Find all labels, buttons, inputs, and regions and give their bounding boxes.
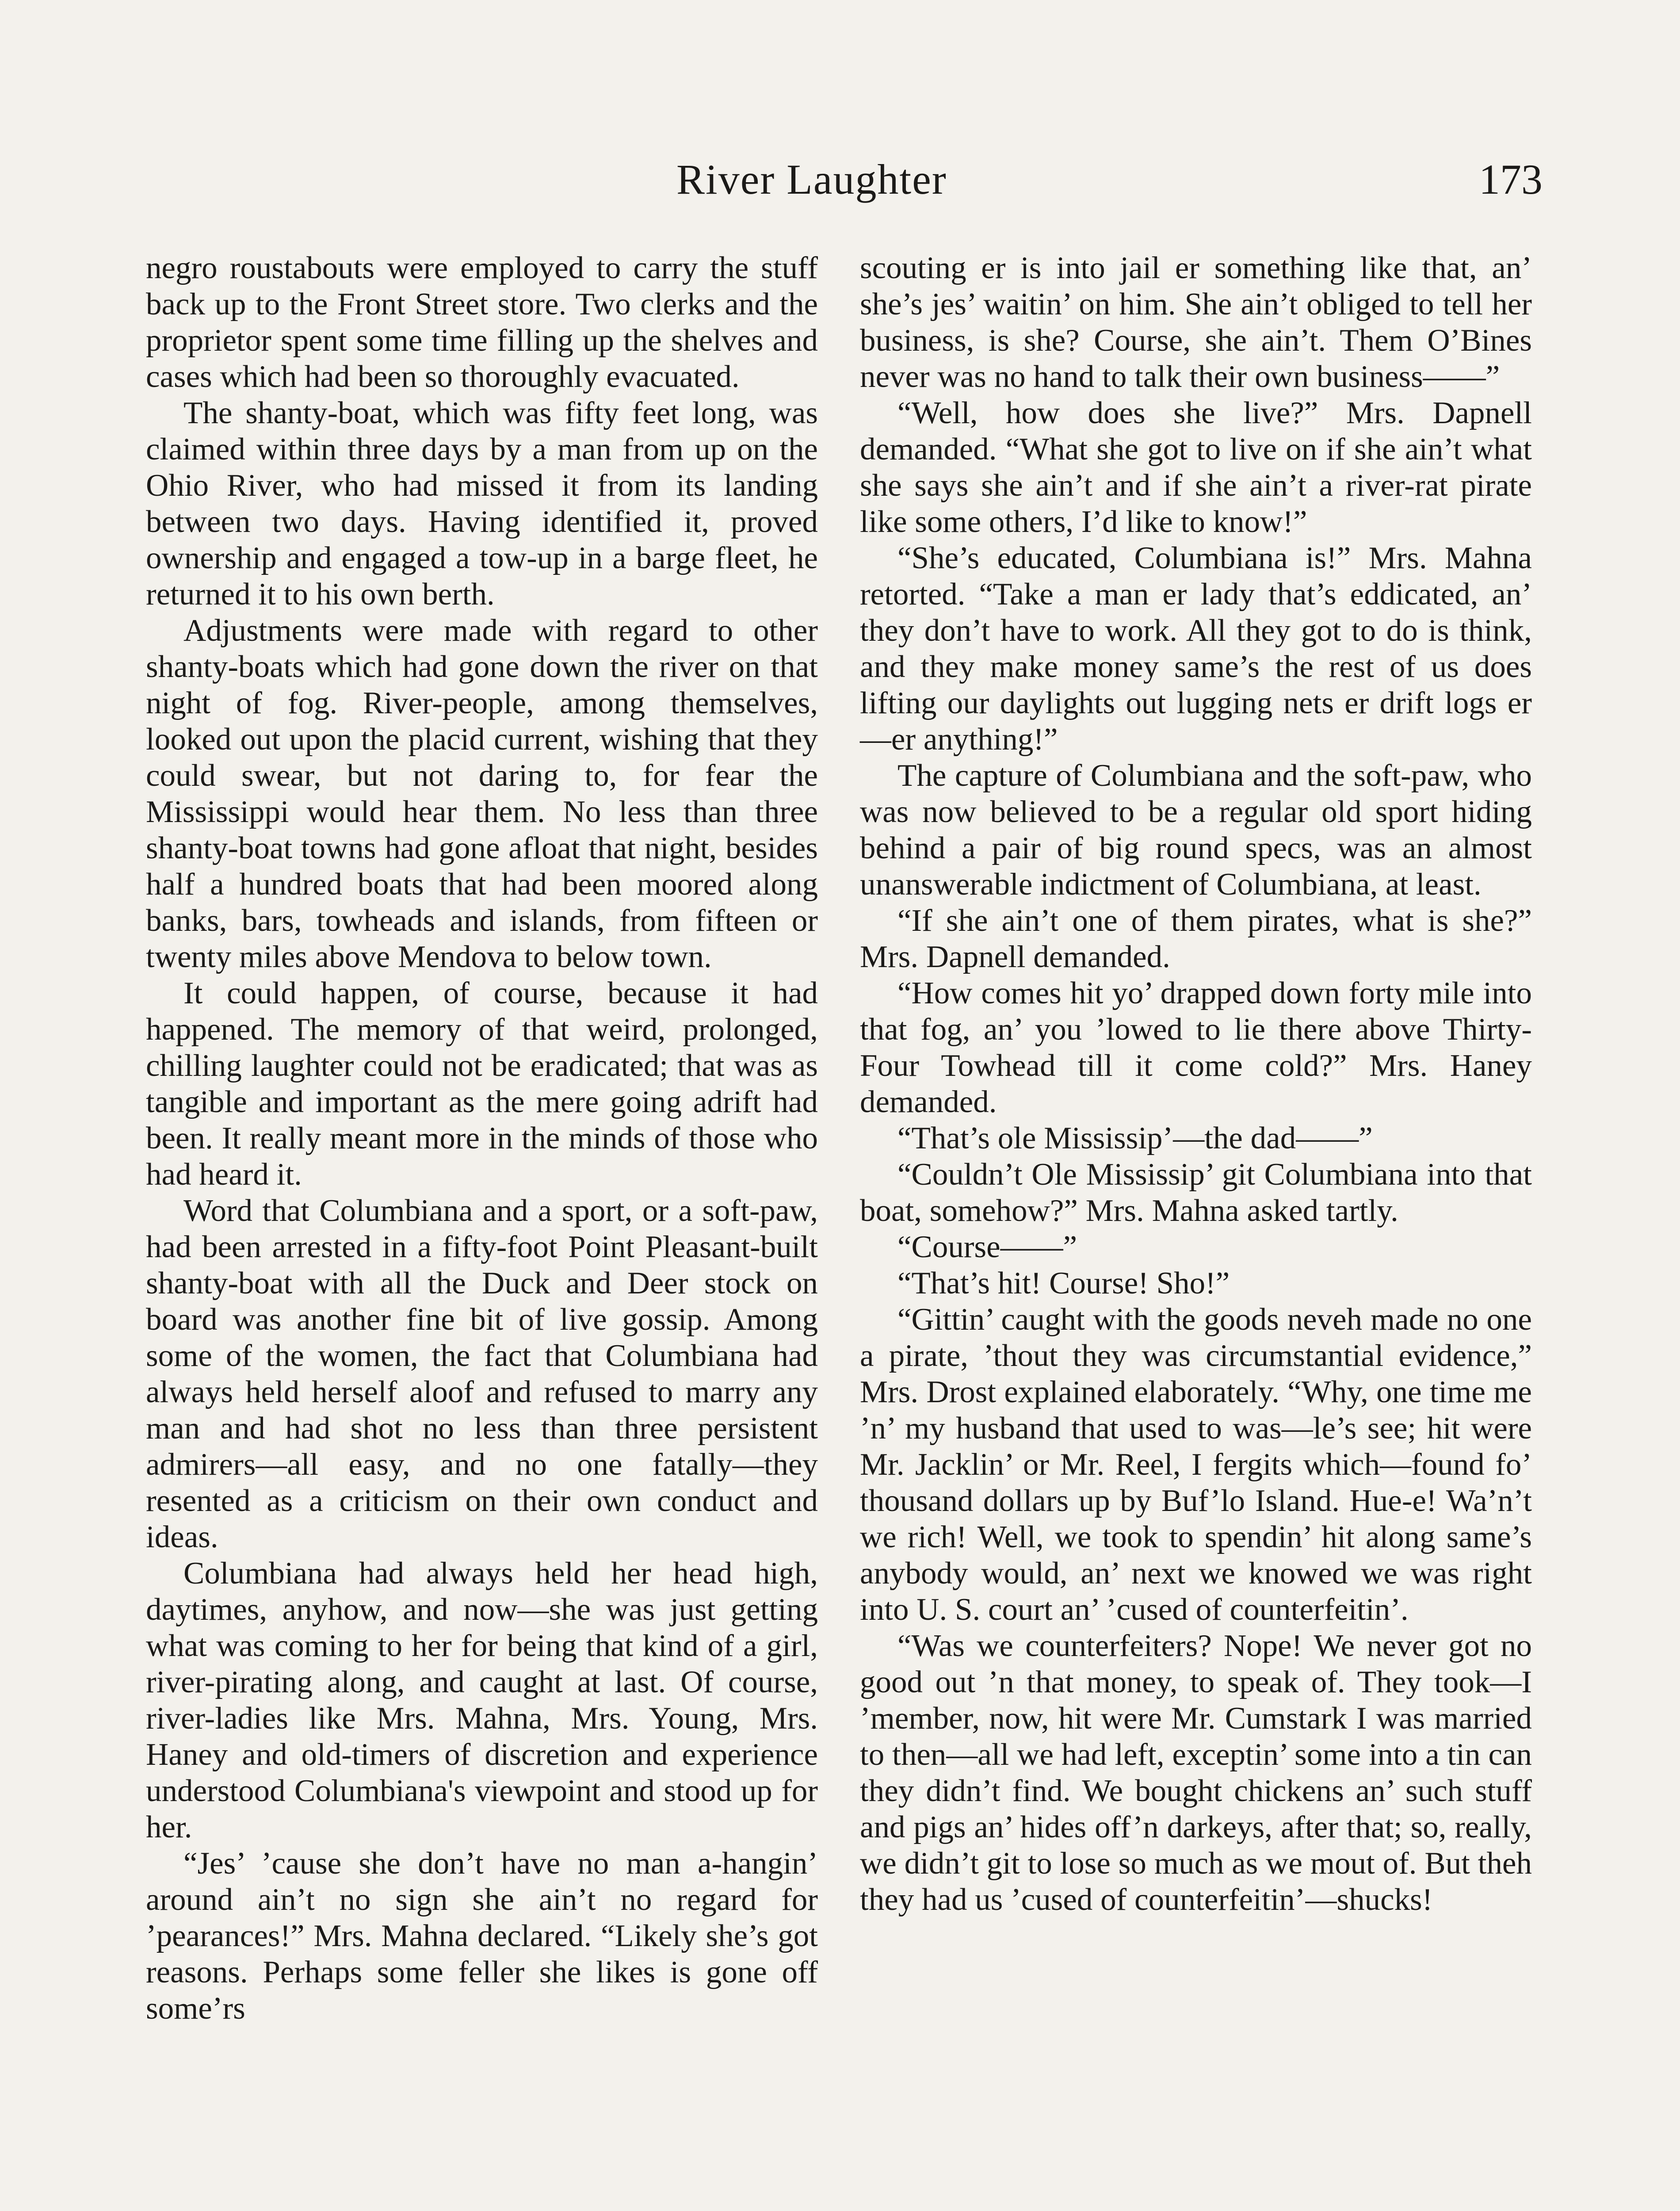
paragraph: “How comes hit yo’ drapped down forty mile into that fog, an’ you ’lowed to lie there above Thirty-Four Towhead till it come cold?” Mrs. Haney demanded. (860, 976, 1532, 1119)
page-title: River Laughter (676, 156, 947, 203)
paragraph: “That’s hit! Course! Sho!” (897, 1266, 1230, 1301)
page-number: 173 (1479, 156, 1543, 203)
paragraph: “Well, how does she live?” Mrs. Dapnell demanded. “What she got to live on if she ain’t what she says she ain’t and if she ain’t a river-rat pirate like some others, I’d like to know!” (860, 396, 1532, 539)
running-head (0, 155, 1680, 208)
paragraph: negro roustabouts were employed to carry the stuff back up to the Front Street store. Two clerks and the proprietor spent some time filling up the shelves and cases which had been so thoroughly evacuated. (146, 251, 818, 394)
paragraph: scouting er is into jail er something like that, an’ she’s jes’ waitin’ on him. She ain’t obliged to tell her business, is she? Course, she ain’t. Them O’Bines never was no hand to talk their own business——” (860, 251, 1532, 394)
paragraph: “She’s educated, Columbiana is!” Mrs. Mahna retorted. “Take a man er lady that’s eddicated, an’ they don’t have to work. All they got to do is think, and they make money same’s the rest of us does lifting our daylights out lugging nets er drift logs er—er anything!” (860, 541, 1532, 757)
paragraph: “If she ain’t one of them pirates, what is she?” Mrs. Dapnell demanded. (860, 903, 1532, 974)
right-column (860, 250, 1532, 1918)
paragraph: “Was we counterfeiters? Nope! We never got no good out ’n that money, to speak of. They took—I ’member, now, hit were Mr. Cumstark I was married to then—all we had left, exceptin’ some into a tin can they didn’t find. We bought chickens an’ such stuff and pigs an’ hides off’n darkeys, after that; so, really, we didn’t git to lose so much as we mout of. But theh they had us ’cused of counterfeitin’—shucks! (860, 1629, 1532, 1917)
paragraph: “Jes’ ’cause she don’t have no man a-hangin’ around ain’t no sign she ain’t no regard for ’pearances!” Mrs. Mahna declared. “Likely she’s got reasons. Perhaps some feller she likes is gone off some’rs (146, 1846, 818, 2026)
paragraph: The capture of Columbiana and the soft-paw, who was now believed to be a regular old sport hiding behind a pair of big round specs, was an almost unanswerable indictment of Columbiana, at least. (860, 758, 1532, 902)
left-column (146, 250, 818, 2027)
paragraph: It could happen, of course, because it had happened. The memory of that weird, prolonged, chilling laughter could not be eradicated; that was as tangible and important as the mere going adrift had been. It really meant more in the minds of those who had heard it. (146, 976, 818, 1192)
paragraph: “Couldn’t Ole Mississip’ git Columbiana into that boat, somehow?” Mrs. Mahna asked tartly. (860, 1157, 1532, 1228)
paragraph: Columbiana had always held her head high, daytimes, anyhow, and now—she was just getting what was coming to her for being that kind of a girl, river-pirating along, and caught at last. Of course, river-ladies like Mrs. Mahna, Mrs. Young, Mrs. Haney and old-timers of discretion and experience understood Columbiana's viewpoint and stood up for her. (146, 1556, 818, 1844)
paragraph: “Course——” (897, 1230, 1077, 1264)
paragraph: The shanty-boat, which was fifty feet long, was claimed within three days by a man from up on the Ohio River, who had missed it from its landing between two days. Having identified it, proved ownership and engaged a tow-up in a barge fleet, he returned it to his own berth. (146, 396, 818, 612)
paragraph: “Gittin’ caught with the goods neveh made no one a pirate, ’thout they was circumstantial evidence,” Mrs. Drost explained elaborately. “Why, one time me ’n’ my husband that used to was—le’s see; hit were Mr. Jacklin’ or Mr. Reel, I fergits which—found fo’ thousand dollars up by Buf’lo Island. Hue-e! Wa’n’t we rich! Well, we took to spendin’ hit along same’s anybody would, an’ next we knowed we was right into U. S. court an’ ’cused of counterfeitin’. (860, 1302, 1532, 1627)
paragraph: Adjustments were made with regard to other shanty-boats which had gone down the river on that night of fog. River-people, among themselves, looked out upon the placid current, wishing that they could swear, but not daring to, for fear the Mississippi would hear them. No less than three shanty-boat towns had gone afloat that night, besides half a hundred boats that had been moored along banks, bars, towheads and islands, from fifteen or twenty miles above Mendova to below town. (146, 613, 818, 974)
paragraph: “That’s ole Mississip’—the dad——” (897, 1121, 1373, 1155)
paragraph: Word that Columbiana and a sport, or a soft-paw, had been arrested in a fifty-foot Point Pleasant-built shanty-boat with all the Duck and Deer stock on board was another fine bit of live gossip. Among some of the women, the fact that Columbiana had always held herself aloof and refused to marry any man and had shot no less than three persistent admirers—all easy, and no one fatally—they resented as a criticism on their own conduct and ideas. (146, 1193, 818, 1554)
